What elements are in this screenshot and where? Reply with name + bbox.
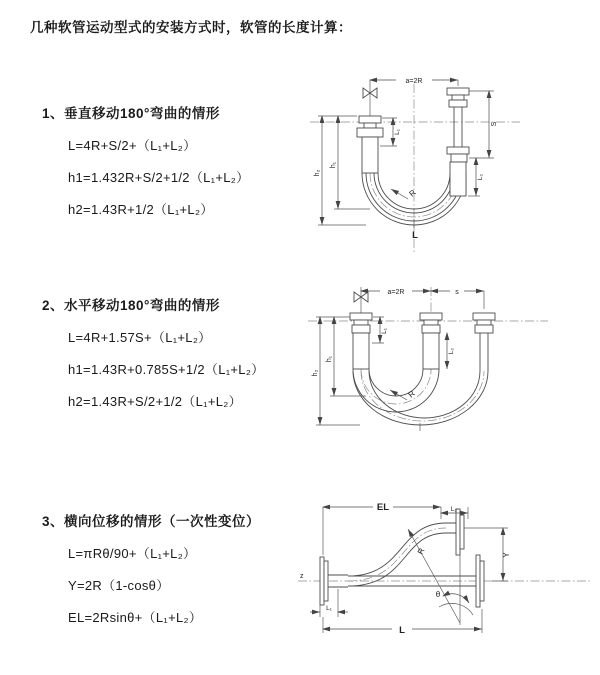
dim-label-l: L bbox=[399, 625, 405, 636]
valve-icon bbox=[363, 80, 377, 116]
dim-label-h2: h₂ bbox=[312, 369, 319, 377]
dim-label-a2r: a=2R bbox=[405, 78, 423, 85]
section-3-heading: 3、横向位移的情形（一次性变位） bbox=[42, 514, 261, 529]
dim-label-a2r: a=2R bbox=[387, 289, 405, 296]
dimension-a-2r bbox=[370, 78, 458, 86]
diagram-vertical-u-bend bbox=[308, 70, 552, 258]
dim-label-h1: h₁ bbox=[326, 355, 333, 363]
formula-line: h2=1.43R+S/2+1/2（L₁+L₂） bbox=[68, 394, 242, 409]
formula-line: h1=1.432R+S/2+1/2（L₁+L₂） bbox=[68, 170, 250, 185]
left-flange-fitting bbox=[357, 116, 383, 173]
axis-label-z: z bbox=[300, 573, 304, 580]
formula-line: h2=1.43R+1/2（L₁+L₂） bbox=[68, 202, 214, 217]
dim-label-l1: L₁ bbox=[326, 605, 332, 612]
formula-line: L=πRθ/90+（L₁+L₂） bbox=[68, 546, 197, 561]
radius-label: R bbox=[415, 546, 427, 556]
angle-label-theta: θ bbox=[435, 590, 441, 599]
radius-label: R bbox=[406, 388, 417, 400]
section-1-heading: 1、垂直移动180°弯曲的情形 bbox=[42, 106, 220, 121]
dim-label-l1: L₁ bbox=[381, 328, 388, 334]
right-flange-fitting bbox=[473, 313, 495, 349]
dimension-l bbox=[323, 609, 482, 636]
dim-label-l2: L₂ bbox=[448, 347, 455, 355]
dim-label-h2: h₂ bbox=[314, 169, 321, 177]
formula-line: Y=2R（1-cosθ） bbox=[68, 578, 170, 593]
section-2-heading: 2、水平移动180°弯曲的情形 bbox=[42, 298, 220, 313]
formula-line: EL=2Rsinθ+（L₁+L₂） bbox=[68, 610, 203, 625]
dimension-l1 bbox=[310, 589, 348, 617]
left-flange-fitting bbox=[350, 313, 372, 369]
dim-label-l1: L₁ bbox=[394, 129, 401, 135]
dimension-s bbox=[469, 91, 498, 158]
dimension-l2 bbox=[447, 333, 455, 369]
diagram-lateral-displacement bbox=[296, 497, 596, 642]
dim-label-s: S bbox=[491, 121, 498, 127]
dim-label-y: Y bbox=[502, 552, 511, 558]
length-label bbox=[412, 219, 418, 241]
diagram-horizontal-u-bend bbox=[306, 281, 554, 459]
dim-label-h1: h₁ bbox=[330, 161, 337, 169]
dim-label-l2: L₂ bbox=[477, 173, 484, 181]
dimension-s bbox=[431, 289, 484, 309]
section-2 bbox=[42, 294, 264, 410]
dimension-y bbox=[464, 528, 511, 581]
right-flange-fitting-lower bbox=[447, 147, 469, 196]
section-3 bbox=[42, 510, 260, 626]
hose-loops bbox=[353, 349, 488, 425]
dimension-l2 bbox=[468, 158, 484, 196]
dim-label-s: s bbox=[455, 289, 459, 296]
dim-label-el: EL bbox=[376, 502, 390, 513]
right-flange-fitting-upper bbox=[447, 88, 469, 147]
section-1 bbox=[42, 102, 249, 218]
formula-line: L=4R+1.57S+（L₁+L₂） bbox=[68, 330, 212, 345]
dim-label-l2: L₂ bbox=[450, 506, 458, 513]
centerlines bbox=[310, 84, 520, 252]
centerlines bbox=[298, 528, 592, 581]
dim-label-l: L bbox=[412, 230, 418, 241]
page-title: 几种软管运动型式的安装方式时，软管的长度计算： bbox=[30, 20, 352, 35]
dimension-a-2r bbox=[361, 289, 431, 296]
formula-line: h1=1.43R+0.785S+1/2（L₁+L₂） bbox=[68, 362, 265, 377]
formula-line: L=4R+S/2+（L₁+L₂） bbox=[68, 138, 197, 153]
radius-label: R bbox=[407, 187, 418, 199]
middle-flange-fitting bbox=[420, 313, 442, 369]
